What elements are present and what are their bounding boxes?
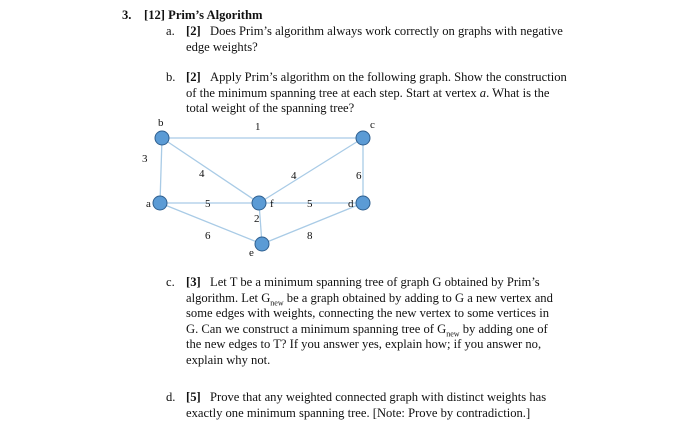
- part-c-line-1-text: Let T be a minimum spanning tree of graph G obtained by Prim’s: [210, 275, 540, 289]
- vertex-label-e: e: [249, 247, 254, 259]
- question-number: 3.: [122, 8, 132, 22]
- weight-a-f: 5: [205, 198, 211, 210]
- part-c-subscript-2: new: [446, 329, 460, 339]
- vertex-a: [153, 196, 167, 210]
- part-a-points: [2]: [186, 24, 201, 38]
- edge-c-f: [259, 138, 363, 203]
- part-c-points: [3]: [186, 275, 201, 289]
- vertex-d: [356, 196, 370, 210]
- part-d-line-1-text: Prove that any weighted connected graph with distinct weights has: [210, 390, 547, 404]
- part-b-points: [2]: [186, 70, 201, 84]
- weight-f-d: 5: [307, 198, 313, 210]
- vertex-label-d: d: [348, 198, 354, 210]
- weight-b-f: 4: [199, 168, 205, 180]
- part-c-line-5: [186, 337, 541, 353]
- part-b-start-vertex: a: [479, 85, 487, 100]
- part-c-line-1: [210, 275, 540, 291]
- weight-b-c: 1: [255, 121, 261, 133]
- part-c-line-4-text: G. Can we construct a minimum spanning tree of G: [186, 321, 447, 336]
- vertex-label-a: a: [146, 198, 151, 210]
- part-d-line-1: [210, 390, 546, 406]
- edge-b-a: [160, 138, 162, 203]
- weight-b-a: 3: [142, 153, 148, 165]
- weight-f-e: 2: [254, 213, 260, 225]
- vertex-c: [356, 131, 370, 145]
- part-c-subscript-1: new: [270, 298, 284, 308]
- part-c-line-3: [186, 306, 549, 322]
- part-c-line-2-tail: be a graph obtained by adding to G a new vertex and: [283, 290, 553, 305]
- part-c-line-4-tail: by adding one of: [459, 321, 548, 336]
- part-c-line-5-text: the new edges to T? If you answer yes, explain how; if you answer no,: [186, 337, 542, 352]
- part-b-letter: b.: [166, 70, 176, 84]
- part-c-line-3-text: some edges with weights, connecting the new vertex to some vertices in: [186, 306, 550, 321]
- part-a-line-1: Does Prim’s algorithm always work correctly on graphs with negative: [210, 24, 563, 38]
- weight-c-f: 4: [291, 170, 297, 182]
- vertex-label-c: c: [370, 119, 375, 131]
- part-d-line-2-text: exactly one minimum spanning tree. [Note: Prove by contradiction.]: [186, 405, 531, 420]
- part-a-line-2: edge weights?: [186, 39, 258, 54]
- part-d-line-2: [186, 406, 530, 422]
- edge-b-f: [162, 138, 259, 203]
- vertex-label-b: b: [158, 117, 164, 129]
- part-c-letter: c.: [166, 275, 175, 289]
- vertex-label-f: f: [270, 198, 274, 210]
- part-d-letter: d.: [166, 390, 176, 404]
- part-c-line-6: [186, 353, 270, 369]
- part-d-points: [5]: [186, 390, 201, 404]
- weight-e-d: 8: [307, 230, 313, 242]
- part-c-line-6-text: explain why not.: [186, 353, 271, 367]
- part-c-line-2-text: algorithm. Let G: [186, 290, 271, 305]
- part-b-line-2-text: of the minimum spanning tree at each step. Start at vertex: [186, 85, 477, 100]
- question-title: [12] Prim’s Algorithm: [144, 8, 263, 22]
- vertex-e: [255, 237, 269, 251]
- vertex-f: [252, 196, 266, 210]
- part-b-line-1-text: Apply Prim’s algorithm on the following graph. Show the construction: [210, 70, 567, 84]
- edge-a-e: [160, 203, 262, 244]
- part-b-line-3-text: total weight of the spanning tree?: [186, 101, 355, 116]
- part-a-letter: a.: [166, 24, 175, 38]
- vertex-b: [155, 131, 169, 145]
- weight-c-d: 6: [356, 170, 362, 182]
- weight-a-e: 6: [205, 230, 211, 242]
- part-b-line-2-tail: . What is the: [486, 85, 550, 100]
